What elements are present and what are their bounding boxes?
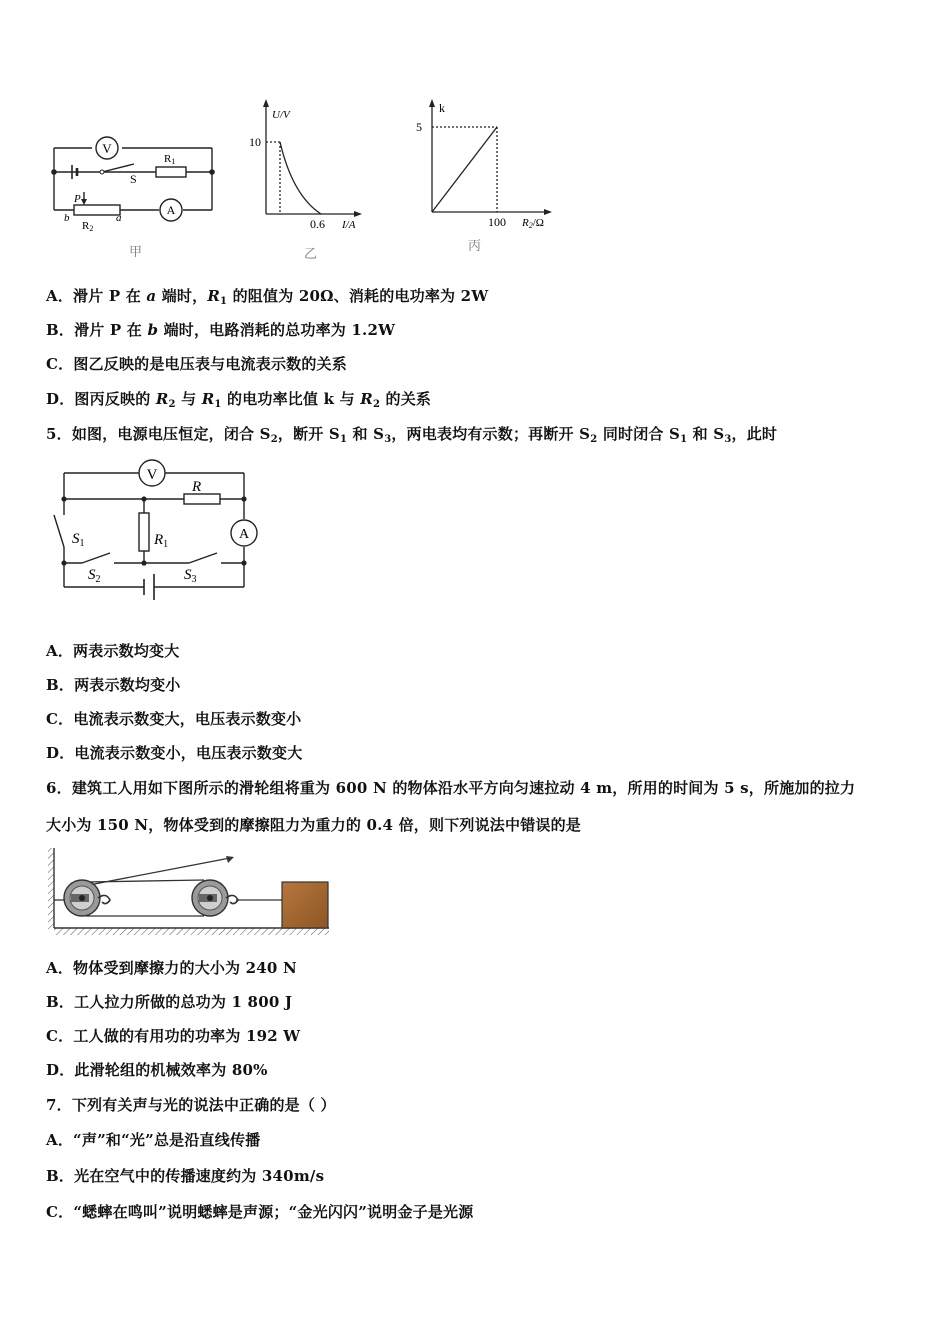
figure-yi-graph	[246, 96, 376, 266]
q6-stem-line2: 大小为 150 N，物体受到的摩擦阻力为重力的 0.4 倍，则下列说法中错误的是	[46, 816, 582, 834]
end-a-label: a	[116, 212, 122, 224]
q5-ammeter-label: A	[238, 527, 250, 542]
q6-option-a: A．物体受到摩擦力的大小为 240 N	[46, 959, 297, 977]
q5-option-a: A．两表示数均变大	[46, 642, 180, 660]
q6-pulley-figure	[46, 846, 336, 941]
figure-jia-caption: 甲	[129, 245, 143, 260]
figure-bing-caption: 丙	[468, 239, 482, 254]
q7-option-a: A．“声”和“光”总是沿直线传播	[46, 1131, 261, 1149]
ammeter-label: A	[166, 203, 176, 217]
q5-voltmeter-label: V	[146, 467, 158, 483]
q4-option-a: A．滑片 P 在 a 端时，$R_1$ 的阻值为 20Ω、消耗的电功率为 2W	[46, 287, 489, 307]
figure-bing-graph	[408, 96, 558, 256]
r2-label: R2	[82, 220, 94, 233]
q5-circuit-figure	[44, 455, 274, 607]
q6-option-c: C．工人做的有用功的功率为 192 W	[46, 1027, 301, 1045]
q5-r1-label: $R_1$	[154, 532, 169, 550]
q7-stem: 7．下列有关声与光的说法中正确的是（ ）	[46, 1096, 336, 1114]
q5-stem: 5．如图，电源电压恒定，闭合 $S_2$，断开 $S_1$ 和 $S_3$，两电表均有示数；再断开 $S_2$ 同时闭合 $S_1$ 和 $S_3$，此时	[46, 425, 778, 445]
bing-x-axis-label: R2/Ω	[522, 217, 544, 230]
yi-y-tick: 10	[249, 135, 261, 149]
q6-option-b: B．工人拉力所做的总功为 1 800 J	[46, 993, 293, 1011]
end-b-label: b	[64, 212, 70, 224]
q7-option-c: C．“蟋蟀在鸣叫”说明蟋蟀是声源；“金光闪闪”说明金子是光源	[46, 1203, 474, 1221]
q6-stem-line1: 6．建筑工人用如下图所示的滑轮组将重为 600 N 的物体沿水平方向匀速拉动 4 m，所用的时间为 5 s，所施加的拉力	[46, 779, 856, 797]
voltmeter-label: V	[102, 141, 112, 156]
switch-s-label: S	[130, 172, 137, 186]
figure-jia-circuit	[44, 128, 224, 263]
slider-p-label: P	[74, 193, 81, 205]
q6-wooden-block	[282, 882, 328, 928]
q5-option-b: B．两表示数均变小	[46, 676, 181, 694]
bing-x-tick: 100	[488, 215, 506, 229]
q4-option-d: D．图丙反映的 $R_2$ 与 $R_1$ 的电功率比值 k 与 $R_2$ 的关系	[46, 390, 432, 410]
q5-s1-label: $S_1$	[72, 531, 85, 549]
q5-s3-label: $S_3$	[184, 567, 197, 585]
yi-x-axis-label: I/A	[342, 219, 356, 231]
q5-option-d: D．电流表示数变小，电压表示数变大	[46, 744, 303, 762]
q5-option-c: C．电流表示数变大，电压表示数变小	[46, 710, 302, 728]
yi-x-tick: 0.6	[310, 217, 325, 231]
yi-y-axis-label: U/V	[272, 109, 290, 121]
q4-option-c: C．图乙反映的是电压表与电流表示数的关系	[46, 355, 347, 373]
q5-r-label: R	[192, 479, 202, 495]
bing-y-tick: 5	[416, 120, 422, 134]
q4-option-b: B．滑片 P 在 b 端时，电路消耗的总功率为 1.2W	[46, 321, 396, 339]
q6-option-d: D．此滑轮组的机械效率为 80%	[46, 1061, 268, 1079]
bing-y-axis-label: k	[439, 101, 445, 115]
q7-option-b: B．光在空气中的传播速度约为 340m/s	[46, 1167, 325, 1185]
q5-s2-label: $S_2$	[88, 567, 101, 585]
figure-yi-caption: 乙	[304, 247, 318, 262]
r1-label: R1	[164, 153, 176, 166]
